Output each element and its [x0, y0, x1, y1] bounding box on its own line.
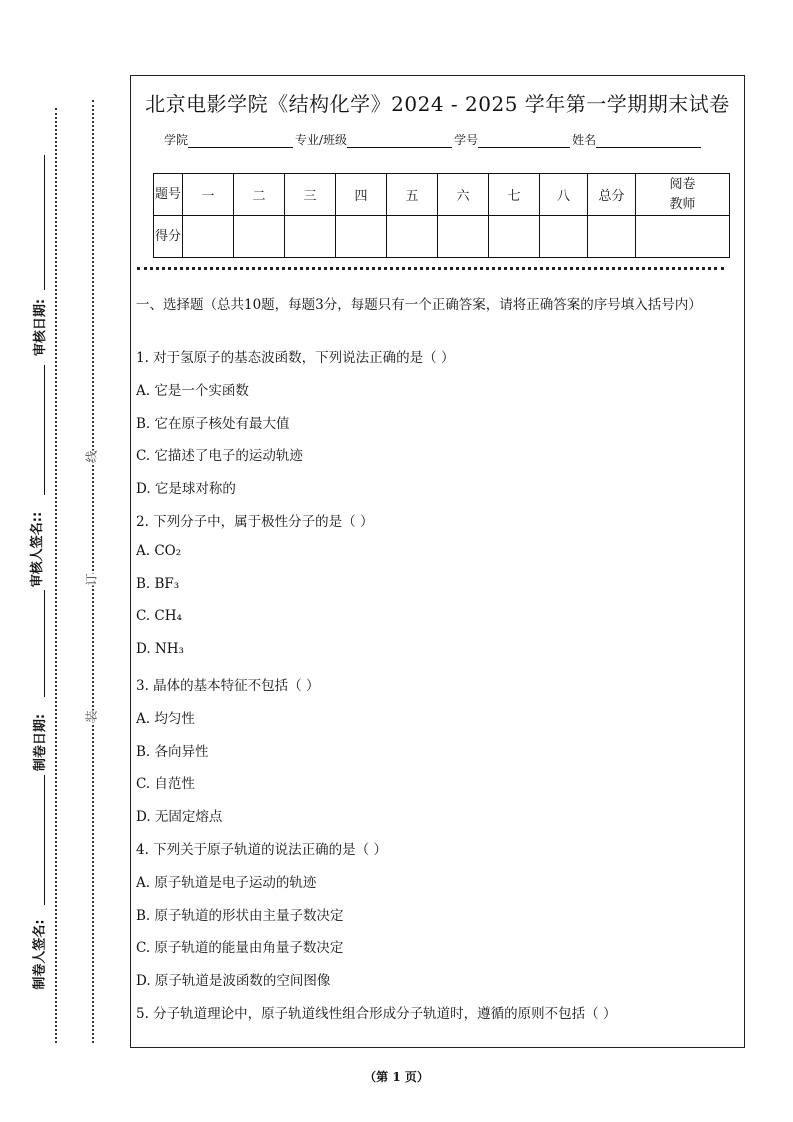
binding-dotted-line	[92, 100, 94, 1043]
col-1: 一	[183, 174, 234, 216]
answer-option: A. CO₂	[136, 542, 182, 559]
college-field[interactable]	[188, 133, 293, 148]
col-8: 八	[540, 174, 588, 216]
score-cell[interactable]	[387, 216, 438, 258]
section-intro: 一、选择题（总共10题，每题3分，每题只有一个正确答案，请将正确答案的序号填入括号内）	[136, 297, 702, 313]
col-5: 五	[387, 174, 438, 216]
score-cell[interactable]	[183, 216, 234, 258]
question-stem: 3. 晶体的基本特征不包括（ ）	[136, 678, 320, 694]
question-stem: 5. 分子轨道理论中，原子轨道线性组合形成分子轨道时，遵循的原则不包括（ ）	[136, 1006, 617, 1022]
score-header: 得分	[154, 216, 183, 258]
paper-date-label: 制卷日期:	[33, 713, 49, 772]
score-cell[interactable]	[540, 216, 588, 258]
answer-option: C. CH₄	[136, 608, 182, 625]
reviewer-signature-label: 审核人签名::	[30, 511, 46, 588]
name-label: 姓名	[572, 133, 597, 147]
score-cell[interactable]	[636, 216, 730, 258]
binding-mark-xian: 线	[84, 450, 99, 463]
question-stem: 2. 下列分子中，属于极性分子的是（ ）	[136, 514, 374, 530]
score-cell[interactable]	[588, 216, 636, 258]
name-field[interactable]	[596, 133, 701, 148]
college-label: 学院	[164, 133, 189, 147]
answer-option: C. 自范性	[136, 776, 195, 793]
answer-option: C. 原子轨道的能量由角量子数决定	[136, 940, 344, 957]
score-cell[interactable]	[489, 216, 540, 258]
score-table-score-row	[154, 216, 730, 258]
answer-option: B. BF₃	[136, 575, 180, 592]
score-cell[interactable]	[336, 216, 387, 258]
student-info-row	[164, 131, 703, 148]
student-id-label: 学号	[454, 133, 479, 147]
page-number: （第 1 页）	[364, 1070, 429, 1084]
signature-line	[44, 365, 45, 495]
answer-option: B. 它在原子核处有最大值	[136, 415, 290, 432]
answer-option: B. 原子轨道的形状由主量子数决定	[136, 907, 344, 924]
answer-option: B. 各向异性	[136, 743, 209, 760]
major-class-field[interactable]	[347, 133, 452, 148]
answer-option: A. 均匀性	[136, 710, 195, 727]
exam-frame	[130, 75, 745, 1048]
col-total: 总分	[588, 174, 636, 216]
col-grader: 阅卷教师	[636, 174, 730, 216]
answer-option: A. 原子轨道是电子运动的轨迹	[136, 874, 317, 891]
score-cell[interactable]	[438, 216, 489, 258]
score-table	[153, 173, 730, 258]
signature-line	[44, 775, 45, 905]
exam-title: 北京电影学院《结构化学》2024 - 2025 学年第一学期期末试卷	[145, 92, 730, 116]
col-4: 四	[336, 174, 387, 216]
signature-line	[44, 590, 45, 697]
answer-option: D. 无固定熔点	[136, 809, 223, 826]
major-class-label: 专业/班级	[295, 133, 348, 147]
binding-dotted-line	[55, 108, 57, 1043]
col-6: 六	[438, 174, 489, 216]
col-3: 三	[285, 174, 336, 216]
score-table-header-row	[154, 174, 730, 216]
question-number-header: 题号	[154, 174, 183, 216]
dotted-separator	[137, 267, 724, 270]
answer-option: D. 原子轨道是波函数的空间图像	[136, 973, 331, 990]
paper-maker-signature-label: 制卷人签名:	[32, 919, 48, 990]
signature-line	[44, 155, 45, 290]
col-2: 二	[234, 174, 285, 216]
review-date-label: 审核日期:	[33, 298, 49, 357]
score-cell[interactable]	[234, 216, 285, 258]
binding-mark-ding: 订	[84, 573, 99, 586]
student-id-field[interactable]	[478, 133, 570, 148]
col-7: 七	[489, 174, 540, 216]
answer-option: A. 它是一个实函数	[136, 382, 249, 399]
answer-option: D. 它是球对称的	[136, 481, 236, 498]
question-stem: 1. 对于氢原子的基态波函数，下列说法正确的是（ ）	[136, 350, 455, 366]
answer-option: D. NH₃	[136, 641, 184, 658]
question-stem: 4. 下列关于原子轨道的说法正确的是（ ）	[136, 842, 387, 858]
score-cell[interactable]	[285, 216, 336, 258]
binding-mark-zhuang: 装	[84, 710, 99, 723]
answer-option: C. 它描述了电子的运动轨迹	[136, 448, 303, 465]
